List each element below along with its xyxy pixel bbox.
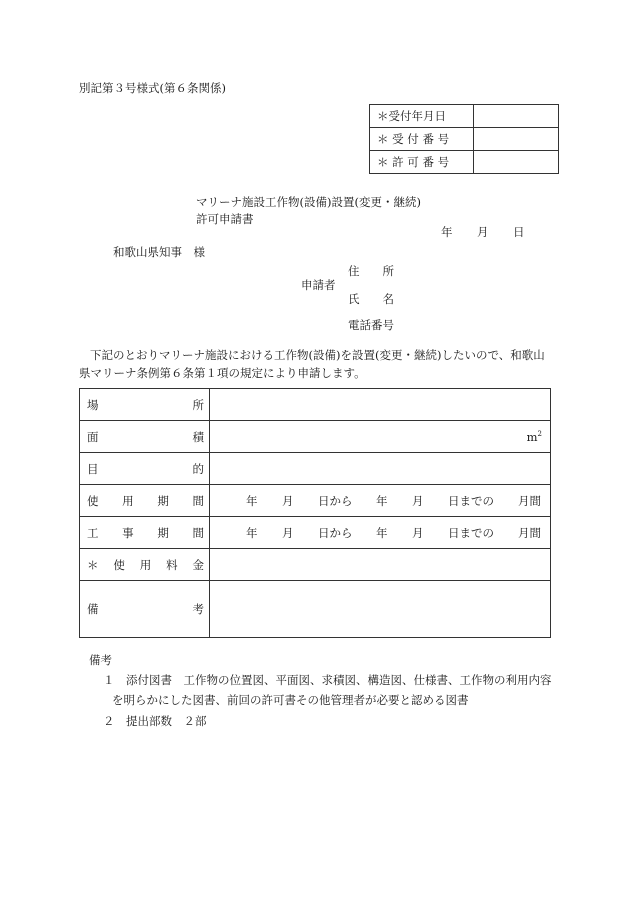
row-remarks bbox=[80, 581, 551, 638]
permit-number-field[interactable] bbox=[474, 151, 559, 174]
place-field[interactable] bbox=[210, 389, 551, 421]
remarks-label: 備 考 bbox=[80, 581, 210, 638]
usage-fee-field[interactable] bbox=[210, 549, 551, 581]
area-label: 面 積 bbox=[80, 421, 210, 453]
use-period-field[interactable]: 年 月 日から 年 月 日までの 月間 bbox=[210, 485, 551, 517]
receipt-number-label: ＊ 受 付 番 号 bbox=[370, 128, 474, 151]
row-area bbox=[80, 421, 551, 453]
row-usage-fee bbox=[80, 549, 551, 581]
receipt-date-field[interactable] bbox=[474, 105, 559, 128]
row-purpose bbox=[80, 453, 551, 485]
applicant-phone-label: 電話番号 bbox=[348, 318, 394, 332]
purpose-field[interactable] bbox=[210, 453, 551, 485]
purpose-label: 目 的 bbox=[80, 453, 210, 485]
applicant-address-label: 住 所 bbox=[348, 264, 394, 278]
document-title: マリーナ施設工作物(設備)設置(変更・継続)許可申請書 bbox=[196, 195, 421, 226]
application-details-table bbox=[79, 388, 551, 638]
row-place bbox=[80, 389, 551, 421]
receipt-number-field[interactable] bbox=[474, 128, 559, 151]
notes-title: 備考 bbox=[89, 653, 112, 667]
addressee: 和歌山県知事 様 bbox=[113, 245, 205, 259]
work-period-label: 工 事 期 間 bbox=[80, 517, 210, 549]
area-unit: $m^2$ bbox=[526, 429, 542, 444]
area-field[interactable] bbox=[210, 421, 551, 453]
receipt-date-label: ＊受付年月日 bbox=[370, 105, 474, 128]
remarks-field[interactable] bbox=[210, 581, 551, 638]
date-day-label: 日 bbox=[513, 225, 525, 239]
applicant-label: 申請者 bbox=[301, 278, 336, 292]
usage-fee-label: ＊ 使 用 料 金 bbox=[80, 549, 210, 581]
row-work-period bbox=[80, 517, 551, 549]
form-identifier: 別記第３号様式(第６条関係) bbox=[79, 81, 226, 95]
use-period-label: 使 用 期 間 bbox=[80, 485, 210, 517]
note-item-2: ２ 提出部数 ２部 bbox=[103, 714, 207, 728]
place-label: 場 所 bbox=[80, 389, 210, 421]
date-month-label: 月 bbox=[477, 225, 489, 239]
receipt-box bbox=[369, 104, 559, 174]
row-use-period bbox=[80, 485, 551, 517]
note-item-1: １ 添付図書 工作物の位置図、平面図、求積図、構造図、仕様書、工作物の利用内容 bbox=[103, 673, 552, 687]
application-statement: 下記のとおりマリーナ施設における工作物(設備)を設置(変更・継続)したいので、和歌山県マリーナ条例第６条第１項の規定により申請します。 bbox=[79, 348, 545, 380]
note-item-1-continued: を明らかにした図書、前回の許可書その他管理者が必要と認める図書 bbox=[112, 693, 469, 707]
date-year-label: 年 bbox=[441, 225, 453, 239]
permit-number-label: ＊ 許 可 番 号 bbox=[370, 151, 474, 174]
work-period-field[interactable]: 年 月 日から 年 月 日までの 月間 bbox=[210, 517, 551, 549]
applicant-name-label: 氏 名 bbox=[348, 292, 394, 306]
